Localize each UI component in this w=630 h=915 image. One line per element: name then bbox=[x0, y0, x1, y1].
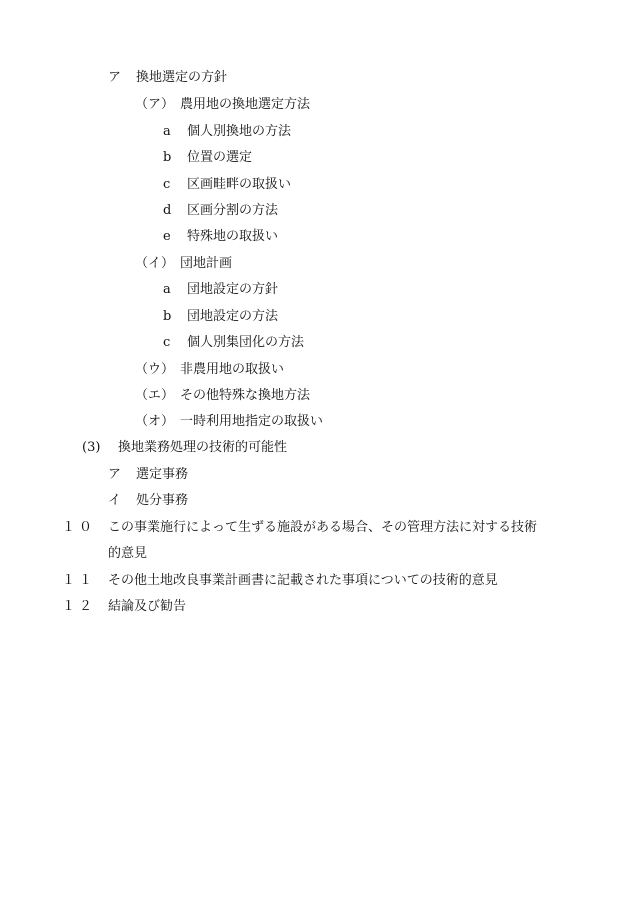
item-marker: c bbox=[163, 335, 171, 350]
item-text: 区画畦畔の取扱い bbox=[187, 177, 292, 192]
item-text: 団地計画 bbox=[180, 256, 233, 271]
outline-item bbox=[108, 493, 188, 509]
item-text: 団地設定の方針 bbox=[187, 282, 279, 297]
item-text: 結論及び勧告 bbox=[108, 599, 187, 614]
item-marker: b bbox=[163, 150, 172, 165]
outline-item bbox=[62, 599, 186, 615]
item-text: 区画分割の方法 bbox=[187, 203, 279, 218]
item-marker: １１ bbox=[62, 573, 97, 588]
item-text: この事業施行によって生ずる施設がある場合、その管理方法に対する技術 bbox=[108, 520, 538, 535]
outline-item bbox=[62, 573, 498, 589]
item-text: 団地設定の方法 bbox=[187, 309, 279, 324]
outline-item bbox=[108, 467, 188, 483]
outline-item bbox=[163, 229, 278, 245]
item-text: 個人別換地の方法 bbox=[187, 124, 292, 139]
item-marker: （イ） bbox=[135, 256, 175, 271]
outline-item bbox=[163, 335, 304, 351]
item-marker: d bbox=[163, 203, 172, 218]
item-marker: (3) bbox=[82, 440, 101, 455]
item-text: 個人別集団化の方法 bbox=[187, 335, 305, 350]
item-text: その他特殊な換地方法 bbox=[180, 388, 311, 403]
item-marker: （エ） bbox=[135, 388, 175, 403]
item-text: 換地選定の方針 bbox=[136, 70, 228, 85]
item-marker: １２ bbox=[62, 599, 97, 614]
item-marker: a bbox=[163, 124, 171, 139]
item-text: 非農用地の取扱い bbox=[180, 362, 285, 377]
item-text: 選定事務 bbox=[136, 467, 189, 482]
outline-item bbox=[135, 388, 310, 404]
item-marker: b bbox=[163, 309, 172, 324]
outline-item bbox=[82, 440, 287, 456]
item-marker: イ bbox=[108, 493, 122, 508]
item-marker: a bbox=[163, 282, 171, 297]
item-marker: （オ） bbox=[135, 414, 175, 429]
item-text: 特殊地の取扱い bbox=[187, 229, 279, 244]
item-text: 一時利用地指定の取扱い bbox=[180, 414, 324, 429]
outline-item bbox=[135, 256, 232, 272]
item-text: 農用地の換地選定方法 bbox=[180, 97, 311, 112]
item-text: その他土地改良事業計画書に記載された事項についての技術的意見 bbox=[108, 573, 498, 588]
outline-item bbox=[135, 362, 284, 378]
item-marker: （ア） bbox=[135, 97, 175, 112]
outline-item-continuation bbox=[108, 546, 147, 562]
outline-item bbox=[163, 309, 278, 325]
item-text: 換地業務処理の技術的可能性 bbox=[118, 440, 288, 455]
outline-item bbox=[135, 414, 323, 430]
item-marker: （ウ） bbox=[135, 362, 175, 377]
item-text: 位置の選定 bbox=[187, 150, 253, 165]
outline-item bbox=[163, 124, 291, 140]
outline-item bbox=[163, 282, 278, 298]
outline-item bbox=[62, 520, 537, 536]
item-marker: ア bbox=[108, 467, 122, 482]
item-marker: １０ bbox=[62, 520, 97, 535]
outline-item bbox=[163, 177, 291, 193]
item-marker: e bbox=[163, 229, 171, 244]
outline-item bbox=[135, 97, 310, 113]
item-text: 的意見 bbox=[108, 546, 148, 561]
outline-item bbox=[163, 150, 252, 166]
outline-item bbox=[108, 70, 227, 86]
item-text: 処分事務 bbox=[136, 493, 189, 508]
outline-item bbox=[163, 203, 278, 219]
item-marker: ア bbox=[108, 70, 122, 85]
item-marker: c bbox=[163, 177, 171, 192]
